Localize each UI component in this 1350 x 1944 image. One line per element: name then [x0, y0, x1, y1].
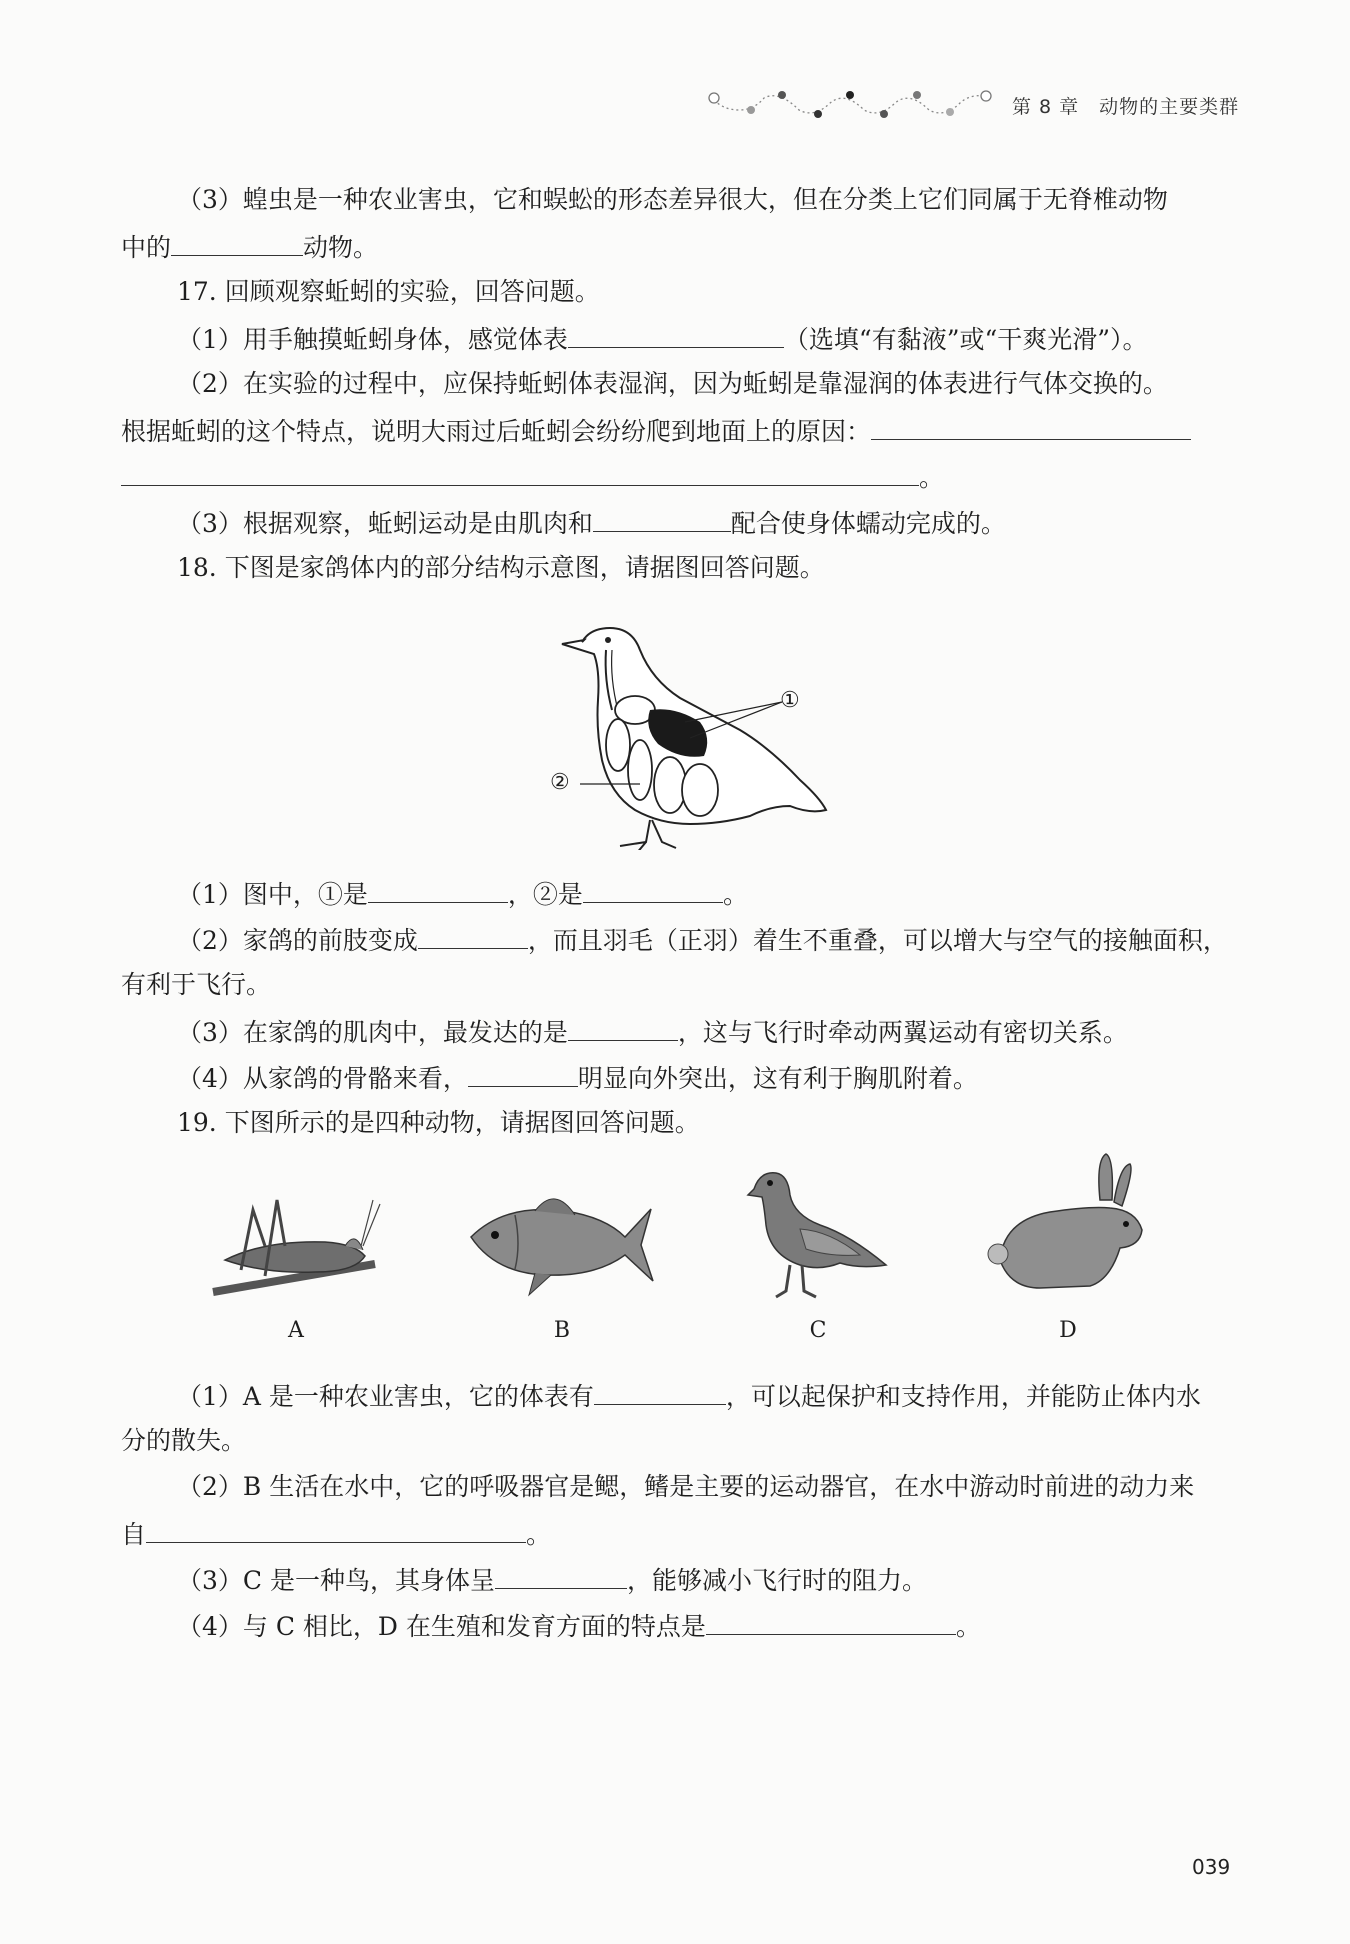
fish-image	[465, 1185, 655, 1305]
pigeon-image	[740, 1165, 890, 1305]
page-header	[704, 88, 1244, 124]
q18-part2: （2）家鸽的前肢变成 ，而且羽毛（正羽）着生不重叠，可以增大与空气的接触面积，	[177, 922, 1228, 958]
answer-blank[interactable]	[171, 229, 303, 256]
caption-c: C	[809, 1318, 827, 1343]
dotted-wave-decoration	[704, 88, 1004, 124]
fish-drawing	[465, 1185, 655, 1305]
answer-blank[interactable]	[583, 876, 723, 903]
q19-part1: （1）A 是一种农业害虫，它的体表有 ，可以起保护和支持作用，并能防止体内水	[177, 1378, 1201, 1414]
q19-part1-line2: 分的散失。	[121, 1426, 247, 1455]
rabbit-image	[980, 1150, 1150, 1300]
grasshopper-drawing	[205, 1180, 385, 1300]
answer-blank[interactable]	[593, 505, 731, 532]
label-1: ①	[780, 688, 800, 713]
answer-blank[interactable]	[594, 1378, 726, 1405]
q19-part3: （3）C 是一种鸟，其身体呈 ，能够减小飞行时的阻力。	[177, 1562, 927, 1598]
pigeon-photo-drawing	[740, 1165, 890, 1305]
q19-part2-line2: 自 。	[121, 1516, 551, 1552]
grasshopper-image	[205, 1180, 385, 1300]
q18-part4: （4）从家鸽的骨骼来看， 明显向外突出，这有利于胸肌附着。	[177, 1060, 978, 1096]
answer-blank[interactable]	[568, 321, 784, 348]
pigeon-diagram	[540, 610, 840, 850]
q18-part3: （3）在家鸽的肌肉中，最发达的是 ，这与飞行时牵动两翼运动有密切关系。	[177, 1014, 1128, 1050]
q17-part2-line3: 。	[121, 459, 944, 495]
answer-blank[interactable]	[871, 413, 1191, 440]
q17-part3: （3）根据观察，蚯蚓运动是由肌肉和 配合使身体蠕动完成的。	[177, 505, 1006, 541]
answer-blank[interactable]	[495, 1562, 627, 1589]
caption-b: B	[553, 1318, 571, 1343]
answer-blank[interactable]	[706, 1608, 956, 1635]
rabbit-drawing	[980, 1150, 1150, 1300]
answer-blank[interactable]	[368, 876, 508, 903]
q17-part1: （1）用手触摸蚯蚓身体，感觉体表 （选填“有黏液”或“干爽光滑”）。	[177, 321, 1148, 357]
caption-d: D	[1059, 1318, 1077, 1343]
q17-part2-line2: 根据蚯蚓的这个特点，说明大雨过后蚯蚓会纷纷爬到地面上的原因：	[121, 413, 1191, 449]
answer-blank[interactable]	[568, 1014, 678, 1041]
chapter-title: 第 8 章 动物的主要类群	[1012, 96, 1240, 118]
page-number: 039	[1192, 1855, 1231, 1879]
q16-part3-line2: 中的 动物。	[121, 229, 378, 265]
q17-title: 17. 回顾观察蚯蚓的实验，回答问题。	[177, 277, 600, 306]
q18-title: 18. 下图是家鸽体内的部分结构示意图，请据图回答问题。	[177, 553, 825, 582]
q17-part2-line1: （2）在实验的过程中，应保持蚯蚓体表湿润，因为蚯蚓是靠湿润的体表进行气体交换的。	[177, 369, 1168, 398]
q18-part2-line2: 有利于飞行。	[121, 970, 272, 999]
answer-blank[interactable]	[146, 1516, 526, 1543]
label-2: ②	[550, 770, 570, 795]
answer-blank[interactable]	[468, 1060, 578, 1087]
pigeon-anatomy-drawing	[540, 610, 840, 850]
q19-part4: （4）与 C 相比，D 在生殖和发育方面的特点是 。	[177, 1608, 981, 1644]
caption-a: A	[288, 1318, 304, 1343]
answer-blank[interactable]	[418, 922, 528, 949]
q18-part1: （1）图中，①是 ，②是 。	[177, 876, 748, 912]
q19-part2-line1: （2）B 生活在水中，它的呼吸器官是鳃，鳍是主要的运动器官，在水中游动时前进的动力来	[177, 1472, 1195, 1501]
q16-part3-line1: （3）蝗虫是一种农业害虫，它和蜈蚣的形态差异很大，但在分类上它们同属于无脊椎动物	[177, 185, 1168, 214]
answer-blank[interactable]	[121, 459, 919, 486]
q19-title: 19. 下图所示的是四种动物，请据图回答问题。	[177, 1108, 700, 1137]
